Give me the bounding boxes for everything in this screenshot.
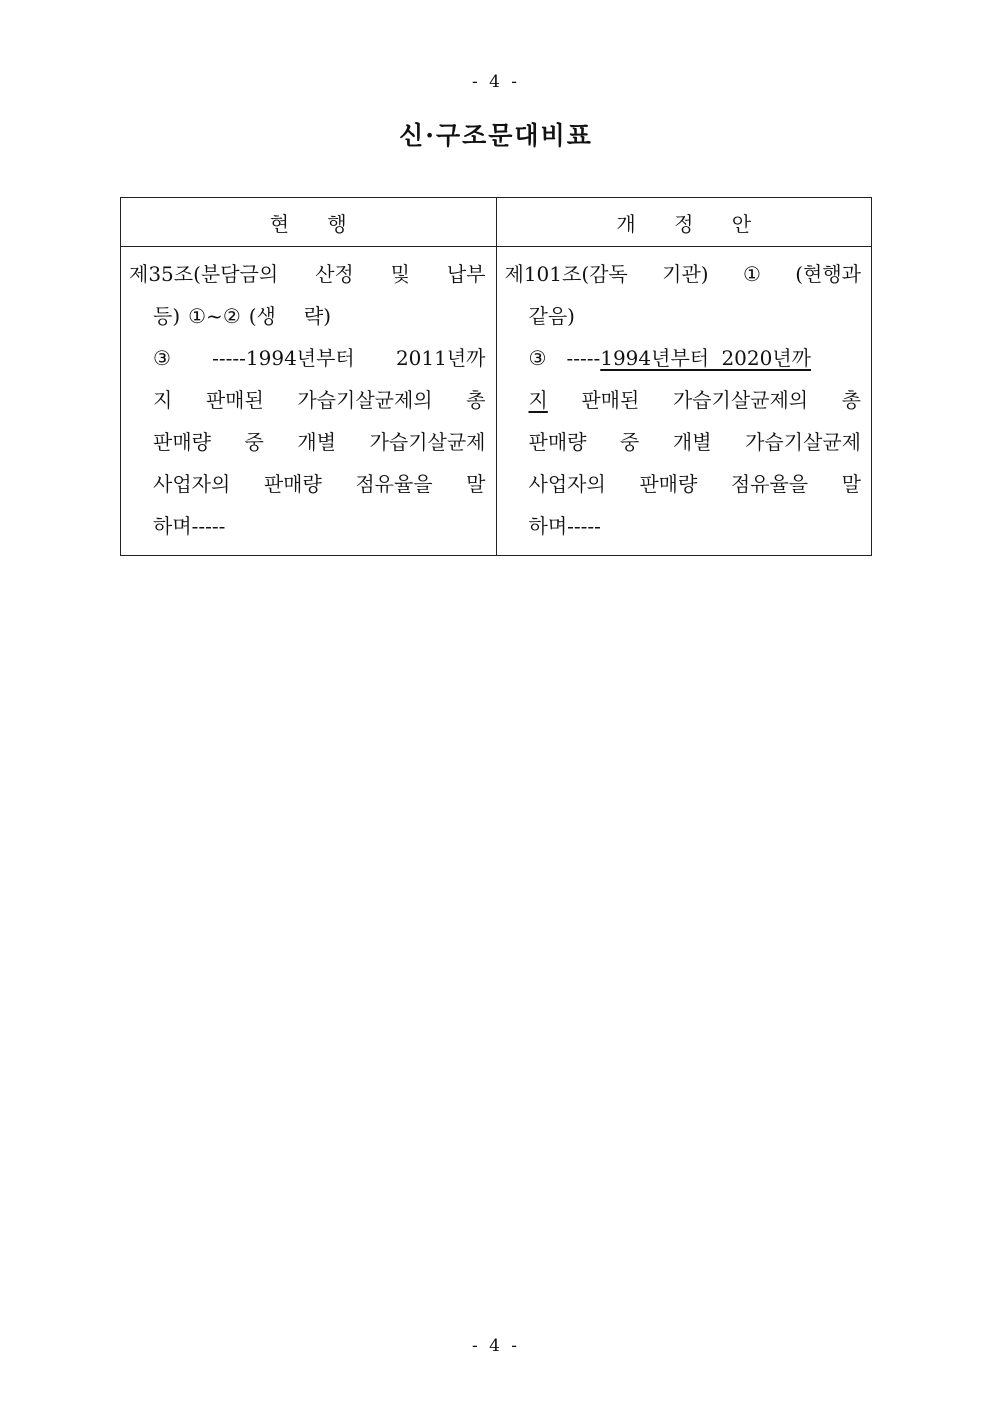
text-word: 산정	[315, 262, 354, 286]
text-line	[129, 253, 486, 295]
table-header-row	[121, 198, 872, 247]
amended-text-underlined: 1994년부터 2020년까	[600, 346, 811, 370]
text-word: ①~②	[188, 304, 241, 328]
amended-text-underlined: 지	[528, 388, 548, 412]
text-word: 점유율을	[730, 472, 809, 496]
text-word: 제101조(감독	[504, 262, 628, 286]
text-word: 기관)	[662, 262, 709, 286]
text-word: 판매량	[639, 472, 698, 496]
text-word: 중	[244, 430, 264, 454]
text-word: 하며-----	[528, 514, 601, 538]
text-line	[129, 463, 486, 505]
revised-text-cell	[496, 247, 872, 556]
text-line	[505, 505, 862, 547]
text-word: 판매량	[528, 430, 587, 454]
table-body-row	[121, 247, 872, 556]
header-current: 현 행	[121, 198, 497, 247]
text-line	[505, 253, 862, 295]
text-word: 같음)	[528, 304, 575, 328]
text-word: ③	[528, 346, 547, 370]
text-line	[505, 463, 862, 505]
text-word: 제35조(분담금의	[129, 262, 279, 286]
text-line	[129, 379, 486, 421]
text-word: 말	[466, 472, 486, 496]
document-title: 신·구조문대비표	[399, 121, 593, 150]
text-word: 납부	[446, 262, 486, 286]
header-revised: 개 정 안	[496, 198, 872, 247]
text-word: 중	[620, 430, 640, 454]
text-word: 말	[841, 472, 861, 496]
text-word: (생	[248, 304, 276, 328]
text-line	[505, 421, 862, 463]
text-word: 판매된	[581, 388, 640, 412]
text-word: 2011년까	[395, 346, 486, 370]
page-number-top: - 4 -	[471, 72, 521, 92]
text-word: 개별	[297, 430, 337, 454]
text-line	[129, 421, 486, 463]
text-line	[129, 505, 486, 547]
text-word: ③	[153, 346, 171, 370]
text-word: 총	[841, 388, 861, 412]
text-word: 판매량	[263, 472, 322, 496]
current-text-cell	[121, 247, 497, 556]
text-line	[505, 337, 862, 379]
text-word: 가습기살균제	[369, 430, 486, 454]
text-word: 및	[390, 262, 410, 286]
text-word: 판매된	[205, 388, 264, 412]
text-word: -----1994년부터	[212, 346, 355, 370]
page-number-bottom: - 4 -	[471, 1336, 521, 1356]
text-word: 지	[153, 388, 173, 412]
text-word: 점유율을	[355, 472, 433, 496]
text-word: (현행과	[795, 262, 861, 286]
text-word: 가습기살균제	[745, 430, 861, 454]
text-word: 하며-----	[153, 514, 226, 538]
text-word: 략)	[303, 304, 331, 328]
text-word: 가습기살균제의	[672, 388, 809, 412]
text-word: ①	[742, 262, 761, 286]
text-word: 등)	[153, 304, 181, 328]
text-word: -----	[566, 346, 601, 370]
text-word: 사업자의	[153, 472, 231, 496]
comparison-table	[120, 197, 872, 556]
text-line	[505, 379, 862, 421]
text-line	[129, 295, 486, 337]
text-word: 판매량	[153, 430, 211, 454]
text-line	[129, 337, 486, 379]
text-line	[505, 295, 862, 337]
text-word: 개별	[672, 430, 712, 454]
text-word: 가습기살균제의	[297, 388, 433, 412]
text-word: 사업자의	[528, 472, 606, 496]
text-word: 총	[466, 388, 486, 412]
